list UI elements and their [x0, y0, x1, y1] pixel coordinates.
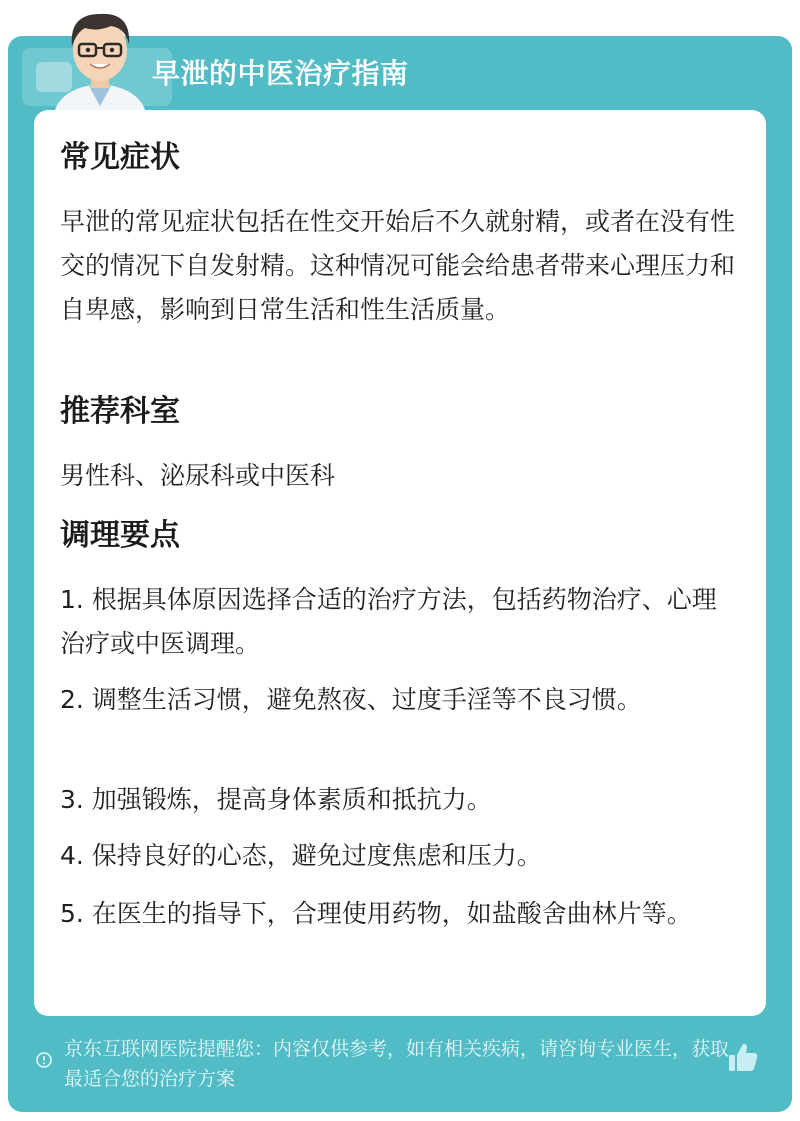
page-title: 早泄的中医治疗指南: [152, 57, 409, 90]
section-title-symptoms: 常见症状: [60, 140, 180, 175]
tip-item: 5. 在医生的指导下，合理使用药物，如盐酸舍曲林片等。: [60, 899, 692, 928]
symptoms-text: 早泄的常见症状包括在性交开始后不久就射精，或者在没有性交的情况下自发射精。这种情况可能会给患者带来心理压力和自卑感，影响到日常生活和性生活质量。: [60, 207, 736, 324]
doctor-avatar: [45, 6, 155, 118]
tip-item: 4. 保持良好的心态，避免过度焦虑和压力。: [60, 841, 542, 870]
tip-item: 2. 调整生活习惯，避免熬夜、过度手淫等不良习惯。: [60, 685, 642, 714]
tip-item: 1. 根据具体原因选择合适的治疗方法，包括药物治疗、心理治疗或中医调理。: [60, 585, 717, 658]
disclaimer-text: 京东互联网医院提醒您：内容仅供参考，如有相关疾病，请咨询专业医生，获取最适合您的治疗方案: [64, 1038, 730, 1090]
department-text: 男性科、泌尿科或中医科: [60, 461, 336, 490]
thumbs-up-icon[interactable]: [726, 1040, 760, 1074]
footer-disclaimer: [36, 1034, 736, 1094]
tip-item: 3. 加强锻炼，提高身体素质和抵抗力。: [60, 785, 492, 814]
section-title-tips: 调理要点: [60, 518, 180, 553]
info-icon: [36, 1052, 52, 1068]
section-title-department: 推荐科室: [60, 394, 180, 429]
